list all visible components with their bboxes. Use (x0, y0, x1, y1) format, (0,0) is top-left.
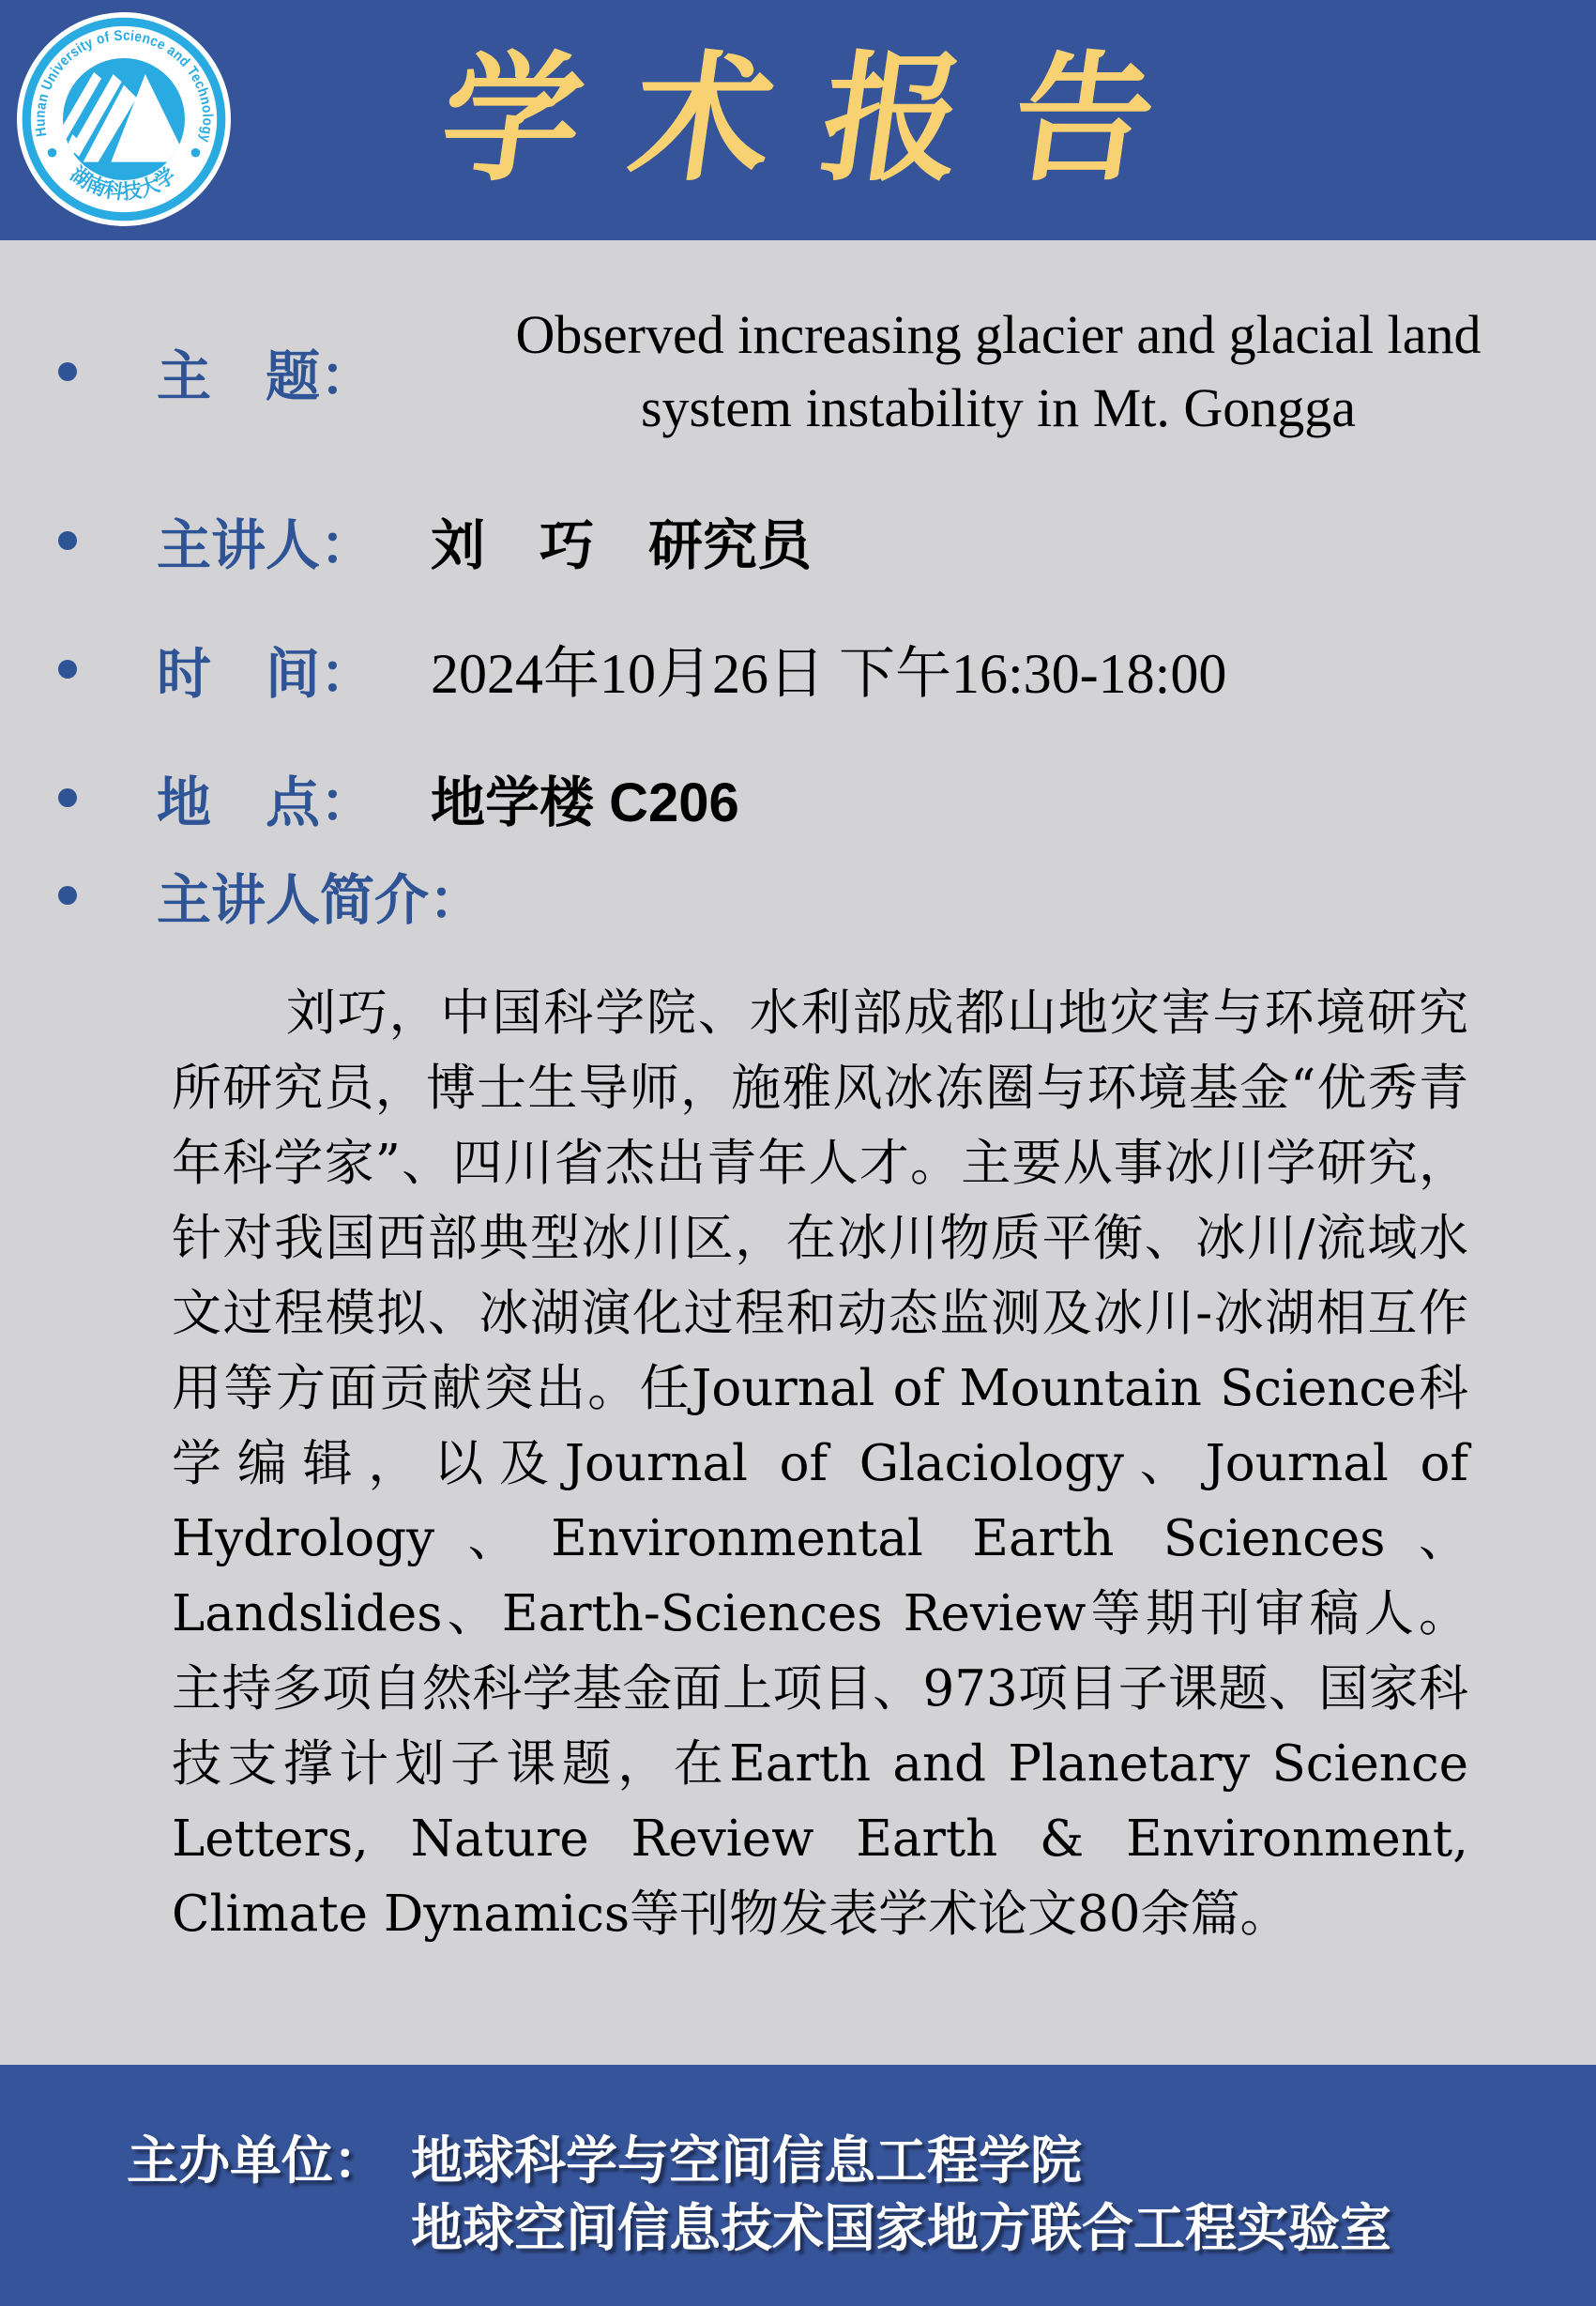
organizer-list (411, 2127, 1391, 2262)
topic-line2: system instability in Mt. Gongga (640, 377, 1357, 438)
footer-banner (0, 2065, 1596, 2306)
time-value: 2024年10月26日 下午16:30-18:00 (431, 643, 1227, 705)
poster-body (0, 240, 1596, 1952)
detail-row-time (0, 629, 1596, 710)
organizer-line2: 地球空间信息技术国家地方联合工程实验室 (411, 2199, 1392, 2257)
speaker-label: 主讲人： (157, 515, 375, 576)
bullet-icon (58, 660, 77, 679)
detail-row-bio-label (0, 856, 1596, 935)
topic-value (431, 298, 1566, 445)
place-value: 地学楼 C206 (431, 772, 739, 833)
bullet-icon (58, 362, 77, 381)
bullet-icon (58, 886, 77, 905)
bullet-icon (58, 788, 77, 807)
speaker-bio-paragraph: 刘巧，中国科学院、水利部成都山地灾害与环境研究所研究员，博士生导师，施雅风冰冻圈与环境基金“优秀青年科学家”、四川省杰出青年人才。主要从事冰川学研究，针对我国西部典型冰川区，在冰川物质平衡、冰川/流域水文过程模拟、冰湖演化过程和动态监测及冰川-冰湖相互作用等方面贡献突出。任Journal of Mountain Science科学编辑，以及Journal of Glaciology、Journal of Hydrology、Environmental Earth Sciences、Landslides、Earth-Sciences Review等期刊审稿人。主持多项自然科学基金面上项目、973项目子课题、国家科技支撑计划子课题，在Earth and Planetary Science Letters, Nature Review Earth & Environment, Climate Dynamics等刊物发表学术论文80余篇。 (172, 985, 1468, 1943)
topic-line1: Observed increasing glacier and glacial land (515, 304, 1482, 365)
time-label: 时 间： (157, 644, 375, 705)
bullet-icon (58, 531, 77, 550)
header-banner (0, 0, 1596, 240)
bio-label: 主讲人简介： (157, 870, 484, 931)
poster-title: 学术报告 (431, 37, 1217, 200)
logo-university-name-en: Hunan University of Science and Technology (32, 27, 216, 145)
logo-university-name-zh: 湖南科技大学 (66, 162, 181, 205)
topic-label: 主 题： (157, 346, 375, 407)
organizer-label: 主办单位： (127, 2131, 386, 2190)
organizer-row (0, 2065, 1596, 2262)
detail-row-speaker (0, 501, 1596, 580)
organizer-line1: 地球科学与空间信息工程学院 (411, 2131, 1083, 2190)
speaker-value: 刘 巧 研究员 (431, 515, 813, 576)
place-label: 地 点： (157, 772, 375, 833)
detail-row-topic (0, 298, 1596, 445)
detail-row-place (0, 758, 1596, 837)
